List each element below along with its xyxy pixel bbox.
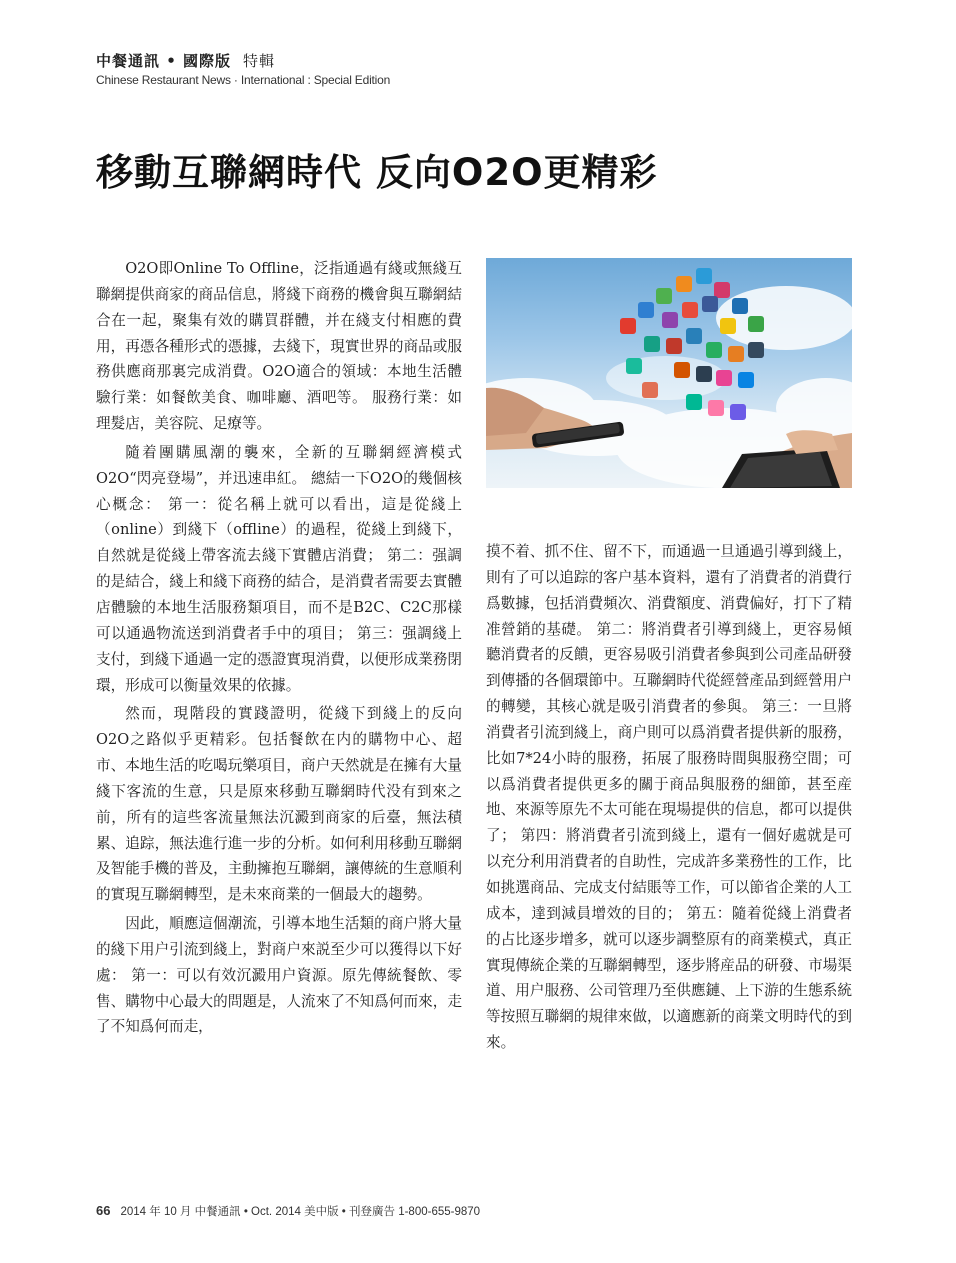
magazine-name-zh: 中餐通訊 • 國際版	[96, 52, 232, 70]
hands-phones-apps-illustration	[486, 258, 852, 488]
footer-info: 2014 年 10 月 中餐通訊 • Oct. 2014 美中版 • 刊登廣告 1-800-655-9870	[120, 1206, 481, 1218]
paragraph: 然而，現階段的實踐證明，從綫下到綫上的反向O2O之路似乎更精彩。包括餐飲在内的購物中心、超市、本地生活的吃喝玩樂項目，商户天然就是在擁有大量綫下客流的生意，只是原來移動互聯網時代没有到來之前，所有的這些客流量無法沉澱到商家的后臺，無法積累、追踪，無法進行進一步的分析。如何利用移動互聯網及智能手機的普及，主動擁抱互聯網，讓傳統的生意順利的實現互聯網轉型，是未來商業的一個最大的趨勢。	[96, 705, 462, 904]
paragraph: 因此，順應這個潮流，引導本地生活類的商户將大量的綫下用户引流到綫上，對商户來説至少可以獲得以下好處： 第一：可以有效沉澱用户資源。原先傳統餐飲、零售、購物中心最大的問題是，人流來了不知爲何而來，走了不知爲何而走，	[96, 915, 462, 1036]
paragraph: 摸不着、抓不住、留不下，而通過一旦通過引導到綫上，則有了可以追踪的客户基本資料，還有了消費者的消費行爲數據，包括消費頻次、消費額度、消費偏好，打下了精准營銷的基礎。 第二：將消費者引導到綫上，更容易傾聽消費者的反饋，更容易吸引消費者參與到公司產品研發到傳播的各個環節中。互聯網時代從經營產品到經營用户的轉變，其核心就是吸引消費者的參與。 第三：一旦將消費者引流到綫上，商户則可以爲消費者提供新的服務，比如7*24小時的服務，拓展了服務時間與服務空間；可以爲消費者提供更多的關于商品與服務的細節，甚至産地、來源等原先不太可能在現場提供的信息，都可以提供了； 第四：將消費者引流到綫上，還有一個好處就是可以充分利用消費者的自助性，完成許多業務性的工作，比如挑選商品、完成支付結賬等工作，可以節省企業的人工成本，達到減員增效的目的； 第五：隨着從綫上消費者的占比逐步增多，就可以逐步調整原有的商業模式，真正實現傳統企業的互聯網轉型，逐步將産品的研發、市場渠道、用户服務、公司管理乃至供應鏈、上下游的生態系統等按照互聯網的規律來做，以適應新的商業文明時代的到來。	[486, 543, 852, 1052]
masthead	[96, 50, 390, 87]
page-number: 66	[96, 1203, 111, 1218]
masthead-zh	[96, 50, 390, 71]
left-column	[96, 256, 462, 1043]
paragraph: O2O即Online To Offline，泛指通過有綫或無綫互聯網提供商家的商品信息，將綫下商務的機會與互聯網結合在一起，聚集有效的購買群體，并在綫支付相應的費用，再憑各種形式的憑據，去綫下，現實世界的商品或服務供應商那裏完成消費。O2O適合的領域：本地生活體驗行業：如餐飲美食、咖啡廳、酒吧等。 服務行業：如理髮店，美容院、足療等。	[96, 260, 462, 433]
magazine-name-en: Chinese Restaurant News · International : Special Edition	[96, 73, 391, 87]
article-photo	[486, 258, 852, 488]
article-title: 移動互聯網時代 反向O2O更精彩	[96, 151, 658, 194]
right-column	[486, 539, 852, 1059]
page-footer	[96, 1203, 480, 1219]
paragraph: 隨着團購風潮的襲來，全新的互聯網經濟模式O2O“閃亮登場”，并迅速串紅。 總結一下O2O的幾個核心概念： 第一：從名稱上就可以看出，這是從綫上（online）到綫下（offline）的過程，從綫上到綫下，自然就是從綫上帶客流去綫下實體店消費； 第二：强調的是結合，綫上和綫下商務的結合，是消費者需要去實體店體驗的本地生活服務類項目，而不是B2C、C2C那樣可以通過物流送到消費者手中的項目； 第三：强調綫上支付，到綫下通過一定的憑證實現消費，以便形成業務閉環，形成可以衡量效果的依據。	[96, 443, 462, 694]
section-name-zh: 特輯	[243, 52, 276, 70]
